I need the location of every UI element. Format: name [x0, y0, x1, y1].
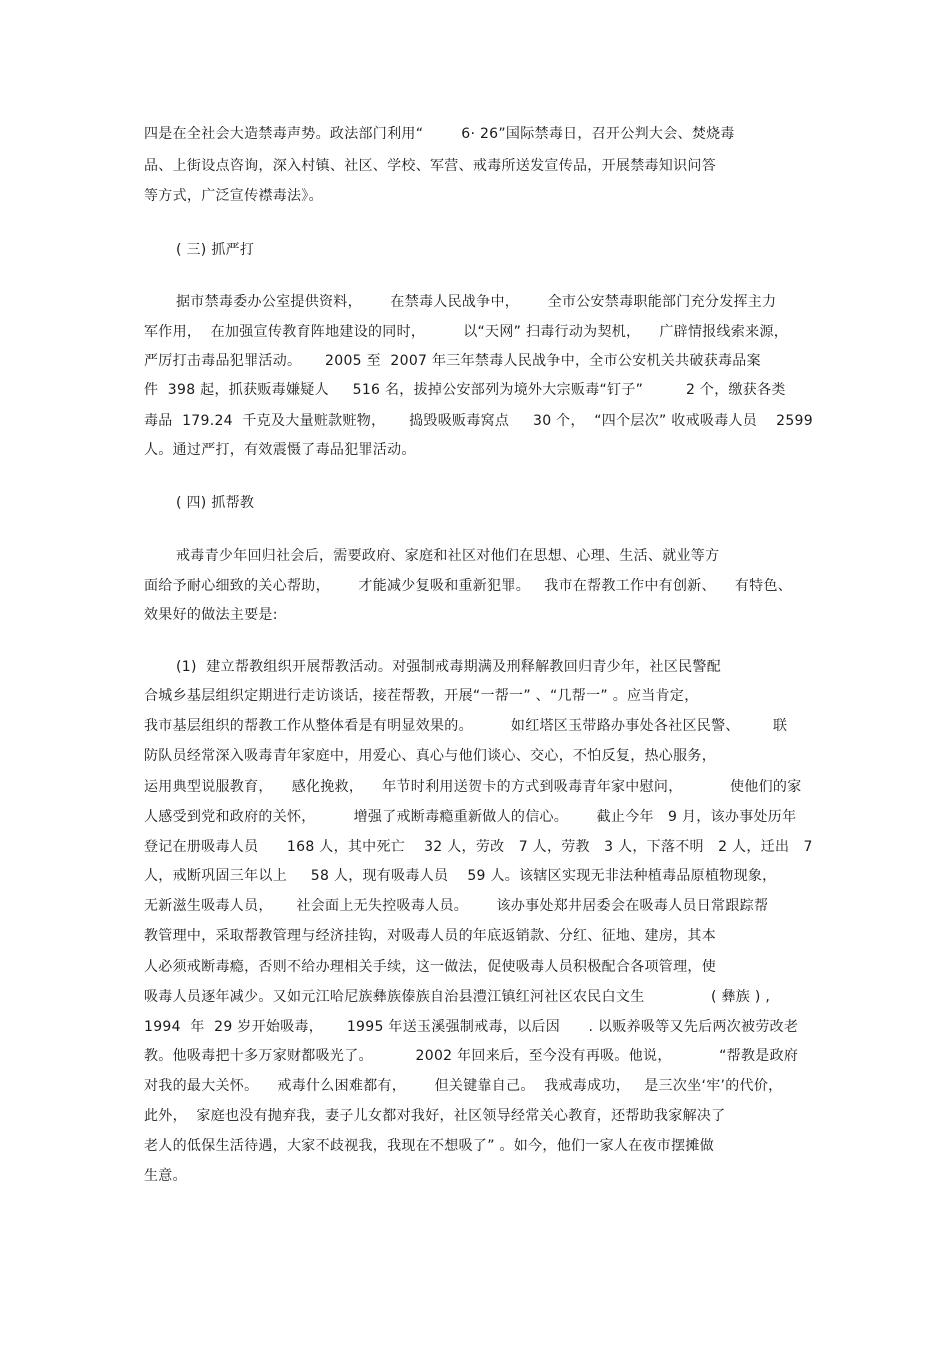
paragraph-line: 据市禁毒委办公室提供资料， 在禁毒人民战争中， 全市公安禁毒职能部门充分发挥主力 — [176, 294, 777, 310]
paragraph-line: (1) 建立帮教组织开展帮教活动。对强制戒毒期满及刑释解教回归青少年，社区民警配 — [176, 659, 722, 675]
paragraph-line: 运用典型说服教育， 感化挽救， 年节时利用送贺卡的方式到吸毒青年家中慰问， 使他们的家 — [144, 779, 802, 795]
paragraph-line: 防队员经常深入吸毒青年家庭中，用爱心、真心与他们谈心、交心，不怕反复，热心服务， — [144, 748, 716, 764]
paragraph-line: 戒毒青少年回归社会后，需要政府、家庭和社区对他们在思想、心理、生活、就业等方 — [176, 548, 720, 564]
paragraph-line: 件 398 起，抓获贩毒嫌疑人 516 名，拔掉公安部列为境外大宗贩毒“钉子” 2 个，缴获各类 — [144, 382, 786, 398]
paragraph-line: 军作用， 在加强宣传教育阵地建设的同时， 以“天网” 扫毒行动为契机， 广辟情报线索来源， — [144, 324, 789, 340]
paragraph-line: 1994 年 29 岁开始吸毒， 1995 年送玉溪强制戒毒，以后因 . 以贩养吸等又先后两次被劳改老 — [144, 1019, 799, 1035]
paragraph-line: 老人的低保生活待遇，大家不歧视我，我现在不想吸了” 。如今，他们一家人在夜市摆摊做 — [144, 1138, 715, 1154]
paragraph-line: 无新滋生吸毒人员， 社会面上无失控吸毒人员。 该办事处郑井居委会在吸毒人员日常跟踪帮 — [144, 898, 769, 914]
paragraph-line: 效果好的做法主要是: — [144, 607, 278, 623]
paragraph-line: 生意。 — [144, 1168, 187, 1184]
paragraph-line: 吸毒人员逐年减少。又如元江哈尼族彝族傣族自治县澧江镇红河社区农民白文生 ( 彝族 ) , — [144, 989, 771, 1005]
paragraph-line: 合城乡基层组织定期进行走访谈话，接茬帮教，开展“一帮一” 、“几帮一” 。应当肯定， — [144, 688, 699, 704]
paragraph-line: 人必须戒断毒瘾，否则不给办理相关手续，这一做法，促使吸毒人员积极配合各项管理，使 — [144, 959, 716, 975]
paragraph-line: 人。通过严打，有效震慑了毒品犯罪活动。 — [144, 442, 416, 458]
paragraph-line: 教。他吸毒把十多万家财都吸光了。 2002 年回来后，至今没有再吸。他说， “帮教是政府 — [144, 1048, 799, 1064]
paragraph-line: 人，戒断巩固三年以上 58 人，现有吸毒人员 59 人。该辖区实现无非法种植毒品原植物现象， — [144, 868, 777, 884]
paragraph-line: 登记在册吸毒人员 168 人，其中死亡 32 人，劳改 7 人，劳教 3 人，下落不明 2 人，迁出 7 — [144, 839, 813, 855]
paragraph-line: 教管理中，采取帮教管理与经济挂钩，对吸毒人员的年底返销款、分红、征地、建房，其本 — [144, 928, 716, 944]
section-heading: ( 四) 抓帮教 — [176, 495, 255, 511]
paragraph-line: 品、上街设点咨询，深入村镇、社区、学校、军营、戒毒所送发宣传品，开展禁毒知识问答 — [144, 158, 716, 174]
paragraph-line: 等方式，广泛宣传襟毒法》。 — [144, 188, 323, 204]
section-heading: ( 三) 抓严打 — [176, 242, 255, 258]
paragraph-line: 对我的最大关怀。 戒毒什么困难都有， 但关键靠自己。 我戒毒成功， 是三次坐‘牢’的代价， — [144, 1078, 783, 1094]
paragraph-line: 人感受到党和政府的关怀， 增强了戒断毒瘾重新做人的信心。 截止今年 9 月，该办事处历年 — [144, 809, 797, 825]
paragraph-line: 严厉打击毒品犯罪活动。 2005 至 2007 年三年禁毒人民战争中，全市公安机关共破获毒品案 — [144, 353, 761, 369]
paragraph-line: 面给予耐心细致的关心帮助， 才能减少复吸和重新犯罪。 我市在帮教工作中有创新、 有特色、 — [144, 578, 793, 594]
paragraph-line: 毒品 179.24 千克及大量赃款赃物， 捣毁吸贩毒窝点 30 个， “四个层次” 收戒吸毒人员 2599 — [144, 413, 813, 429]
paragraph-line: 我市基层组织的帮教工作从整体看是有明显效果的。 如红塔区玉带路办事处各社区民警、 联 — [144, 718, 788, 734]
paragraph-line: 四是在全社会大造禁毒声势。政法部门利用“ 6· 26”国际禁毒日，召开公判大会、焚烧毒 — [144, 126, 735, 142]
paragraph-line: 此外， 家庭也没有抛弃我，妻子儿女都对我好，社区领导经常关心教育，还帮助我家解决了 — [144, 1108, 726, 1124]
